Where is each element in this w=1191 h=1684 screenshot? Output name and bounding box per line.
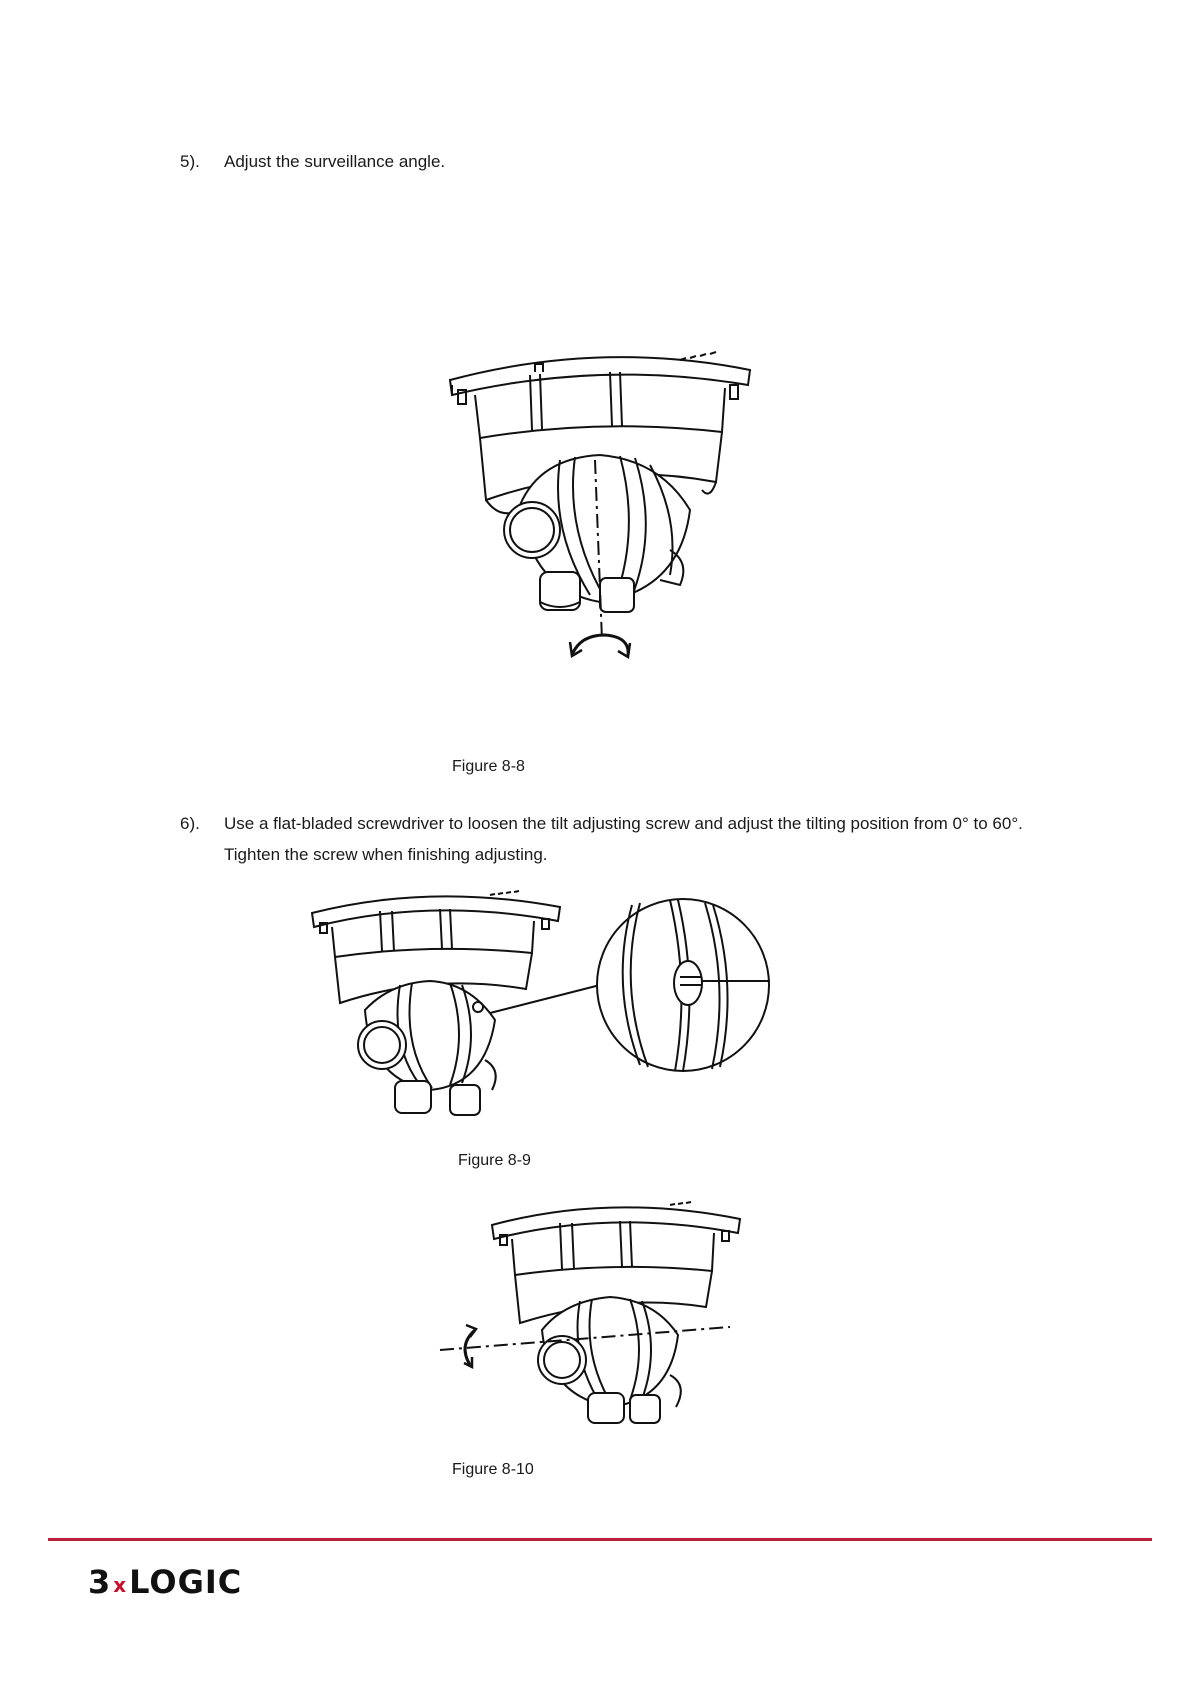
- step-number: 5).: [180, 152, 200, 171]
- logo-x: x: [113, 1573, 128, 1597]
- step-number: 6).: [180, 814, 200, 833]
- step-text: Use a flat-bladed screwdriver to loosen the tilt adjusting screw and adjust the tilting position from 0° to 60°. Tighten the screw when finishing adjusting.: [224, 814, 1023, 864]
- figure-caption: Figure 8-8: [452, 758, 525, 775]
- camera-dome-drawing: [312, 891, 770, 1115]
- footer-divider: [48, 1538, 1152, 1541]
- logo-text: 3: [88, 1563, 112, 1601]
- figure-8-10-illustration: [430, 1195, 750, 1425]
- camera-dome-drawing: [440, 1202, 740, 1423]
- brand-logo: [88, 1562, 242, 1602]
- camera-dome-drawing: [450, 352, 750, 657]
- figure-8-8-illustration: [440, 340, 770, 700]
- figure-8-9-illustration: [310, 885, 810, 1130]
- figure-caption: Figure 8-9: [458, 1152, 531, 1169]
- logo-text: LOGIC: [129, 1563, 243, 1601]
- step-text: Adjust the surveillance angle.: [224, 152, 446, 171]
- figure-caption: Figure 8-10: [452, 1461, 534, 1478]
